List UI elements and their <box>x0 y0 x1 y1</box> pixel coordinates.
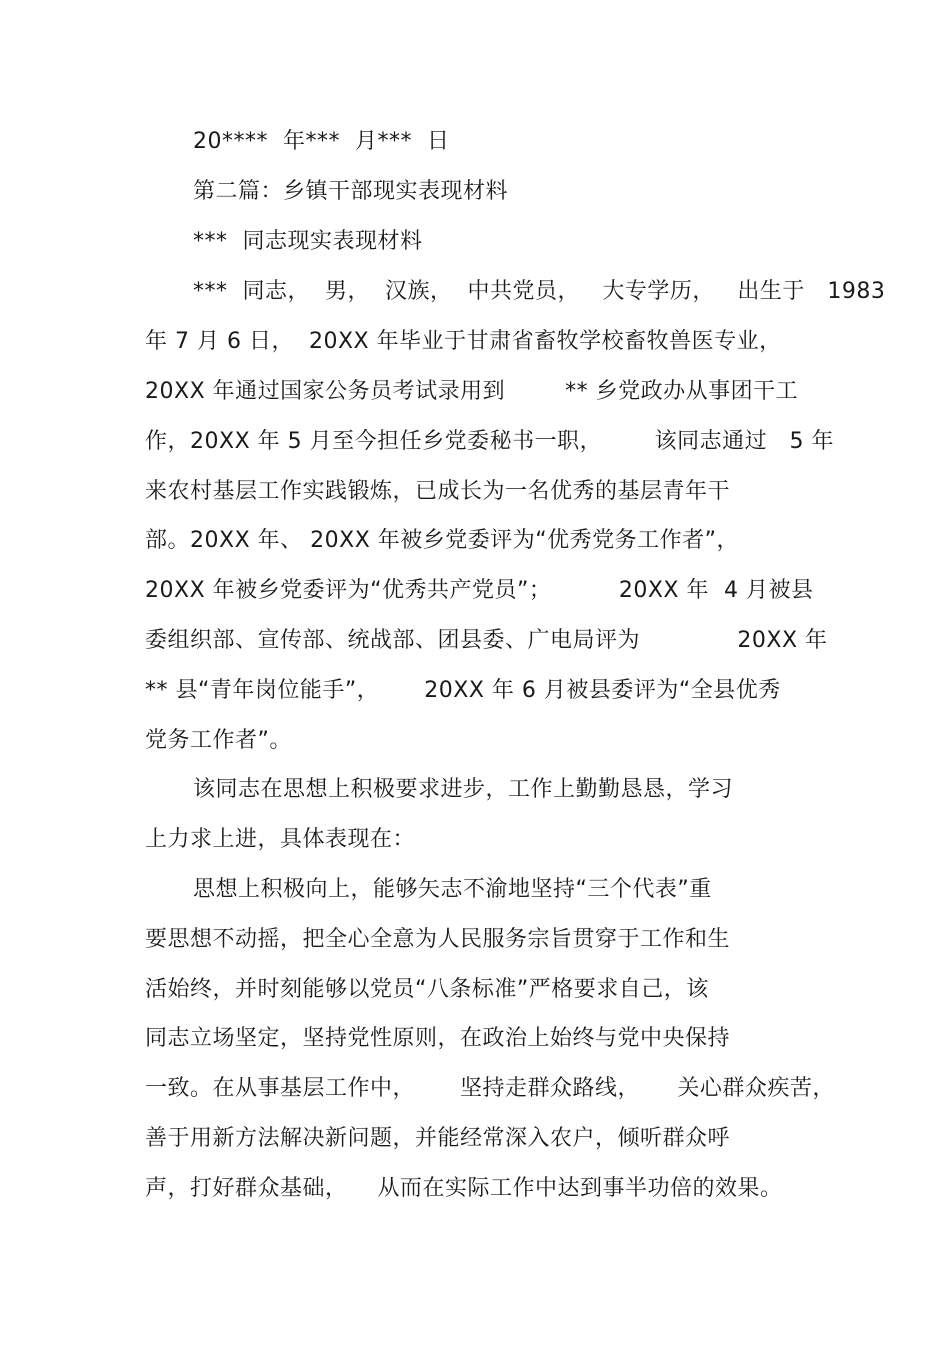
paragraph-line: 声，打好群众基础， 从而在实际工作中达到事半功倍的效果。 <box>145 1176 783 1201</box>
paragraph-line: 委组织部、宣传部、统战部、团县委、广电局评为 20XX 年 <box>145 628 828 653</box>
paragraph-line: 该同志在思想上积极要求进步，工作上勤勤恳恳，学习 <box>193 777 734 802</box>
paragraph-line: 要思想不动摇，把全心全意为人民服务宗旨贯穿于工作和生 <box>145 927 731 952</box>
paragraph-line: 同志立场坚定，坚持党性原则，在政治上始终与党中央保持 <box>145 1026 731 1051</box>
paragraph-line: 善于用新方法解决新问题，并能经常深入农户，倾听群众呼 <box>145 1126 731 1151</box>
paragraph-line: *** 同志， 男， 汉族， 中共党员， 大专学历， 出生于 1983 <box>193 279 886 304</box>
paragraph-line: 来农村基层工作实践锻炼，已成长为一名优秀的基层青年干 <box>145 479 731 504</box>
section-title: 第二篇：乡镇干部现实表现材料 <box>193 179 509 204</box>
paragraph-line: 年 7 月 6 日， 20XX 年毕业于甘肃省畜牧学校畜牧兽医专业， <box>145 329 782 354</box>
paragraph-line: 思想上积极向上，能够矢志不渝地坚持“三个代表”重 <box>193 877 712 902</box>
paragraph-line: 部。20XX 年、 20XX 年被乡党委评为“优秀党务工作者”， <box>145 528 740 553</box>
paragraph-line: 20XX 年通过国家公务员考试录用到 ** 乡党政办从事团干工 <box>145 379 799 404</box>
date-line: 20**** 年*** 月*** 日 <box>193 129 450 154</box>
paragraph-line: 活始终，并时刻能够以党员“八条标准”严格要求自己，该 <box>145 977 709 1002</box>
paragraph-line: 一致。在从事基层工作中， 坚持走群众路线， 关心群众疾苦， <box>145 1076 835 1101</box>
paragraph-line: ** 县“青年岗位能手”， 20XX 年 6 月被县委评为“全县优秀 <box>145 678 781 703</box>
paragraph-line: 党务工作者”。 <box>145 728 292 753</box>
paragraph-line: 作，20XX 年 5 月至今担任乡党委秘书一职， 该同志通过 5 年 <box>145 429 835 454</box>
paragraph-line: 20XX 年被乡党委评为“优秀共产党员”； 20XX 年 4 月被县 <box>145 578 814 603</box>
paragraph-line: 上力求上进，具体表现在： <box>145 827 416 852</box>
material-title: *** 同志现实表现材料 <box>193 229 423 254</box>
